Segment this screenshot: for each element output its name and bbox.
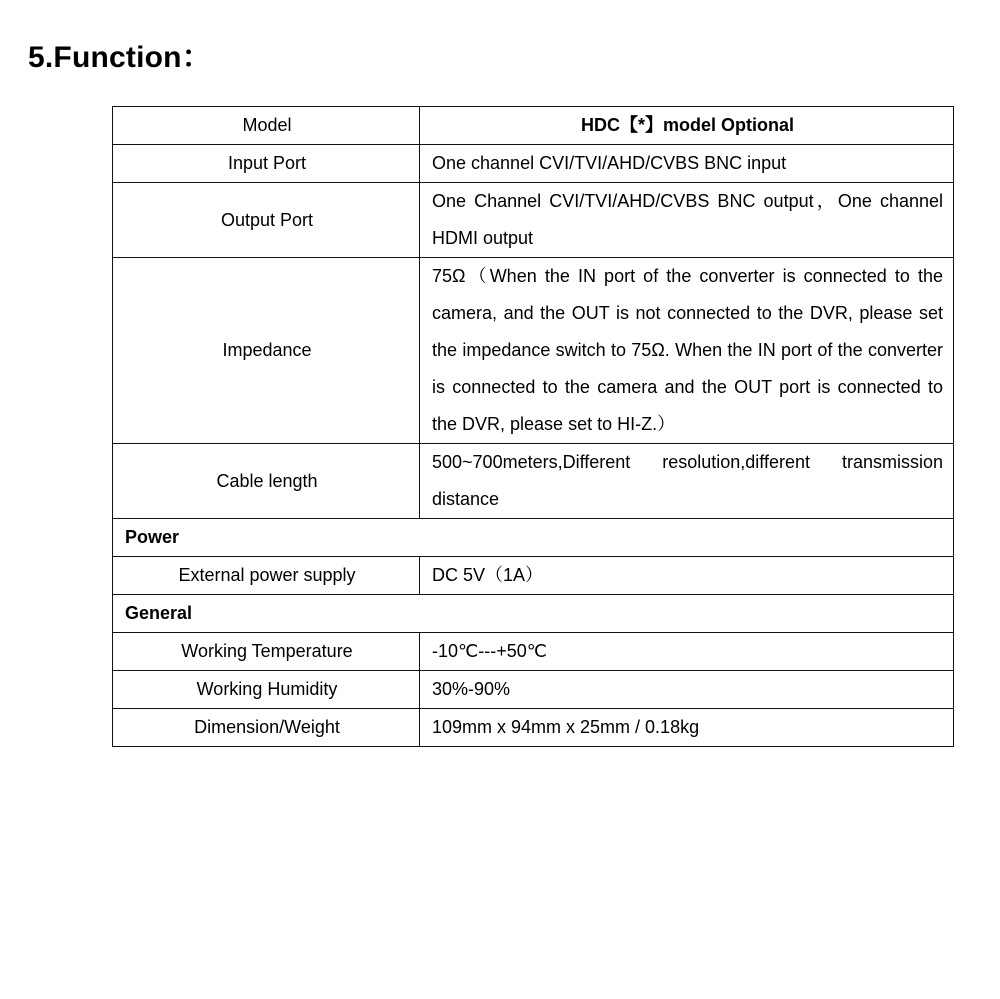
table-row-section-general	[113, 595, 954, 633]
input-port-value: One channel CVI/TVI/AHD/CVBS BNC input	[420, 145, 954, 183]
table-row-dimension-weight	[113, 709, 954, 747]
table-row-model	[113, 107, 954, 145]
working-temperature-value: -10℃---+50℃	[420, 633, 954, 671]
external-power-label: External power supply	[113, 557, 420, 595]
model-label: Model	[113, 107, 420, 145]
output-port-label: Output Port	[113, 183, 420, 258]
table-row-output-port	[113, 183, 954, 258]
table-row-section-power	[113, 519, 954, 557]
table-row-impedance	[113, 258, 954, 444]
table-row-cable-length	[113, 444, 954, 519]
cable-length-value: 500~700meters,Different resolution,different transmission distance	[420, 444, 954, 519]
power-section-header: Power	[113, 519, 954, 557]
working-temperature-label: Working Temperature	[113, 633, 420, 671]
dimension-weight-value: 109mm x 94mm x 25mm / 0.18kg	[420, 709, 954, 747]
model-value: HDC【*】model Optional	[420, 107, 954, 145]
dimension-weight-label: Dimension/Weight	[113, 709, 420, 747]
table-row-input-port	[113, 145, 954, 183]
function-spec-table	[112, 106, 954, 747]
input-port-label: Input Port	[113, 145, 420, 183]
impedance-label: Impedance	[113, 258, 420, 444]
working-humidity-value: 30%-90%	[420, 671, 954, 709]
table-row-working-temperature	[113, 633, 954, 671]
external-power-value: DC 5V（1A）	[420, 557, 954, 595]
impedance-value: 75Ω（When the IN port of the converter is connected to the camera, and the OUT is not connected to the DVR, please set the impedance switch to 75Ω. When the IN port of the converter is connected to the camera and the OUT port is connected to the DVR, please set to HI-Z.）	[420, 258, 954, 444]
cable-length-label: Cable length	[113, 444, 420, 519]
section-heading: 5.Function：	[28, 41, 212, 74]
general-section-header: General	[113, 595, 954, 633]
table-row-working-humidity	[113, 671, 954, 709]
output-port-value: One Channel CVI/TVI/AHD/CVBS BNC output，One channel HDMI output	[420, 183, 954, 258]
table-row-external-power	[113, 557, 954, 595]
working-humidity-label: Working Humidity	[113, 671, 420, 709]
